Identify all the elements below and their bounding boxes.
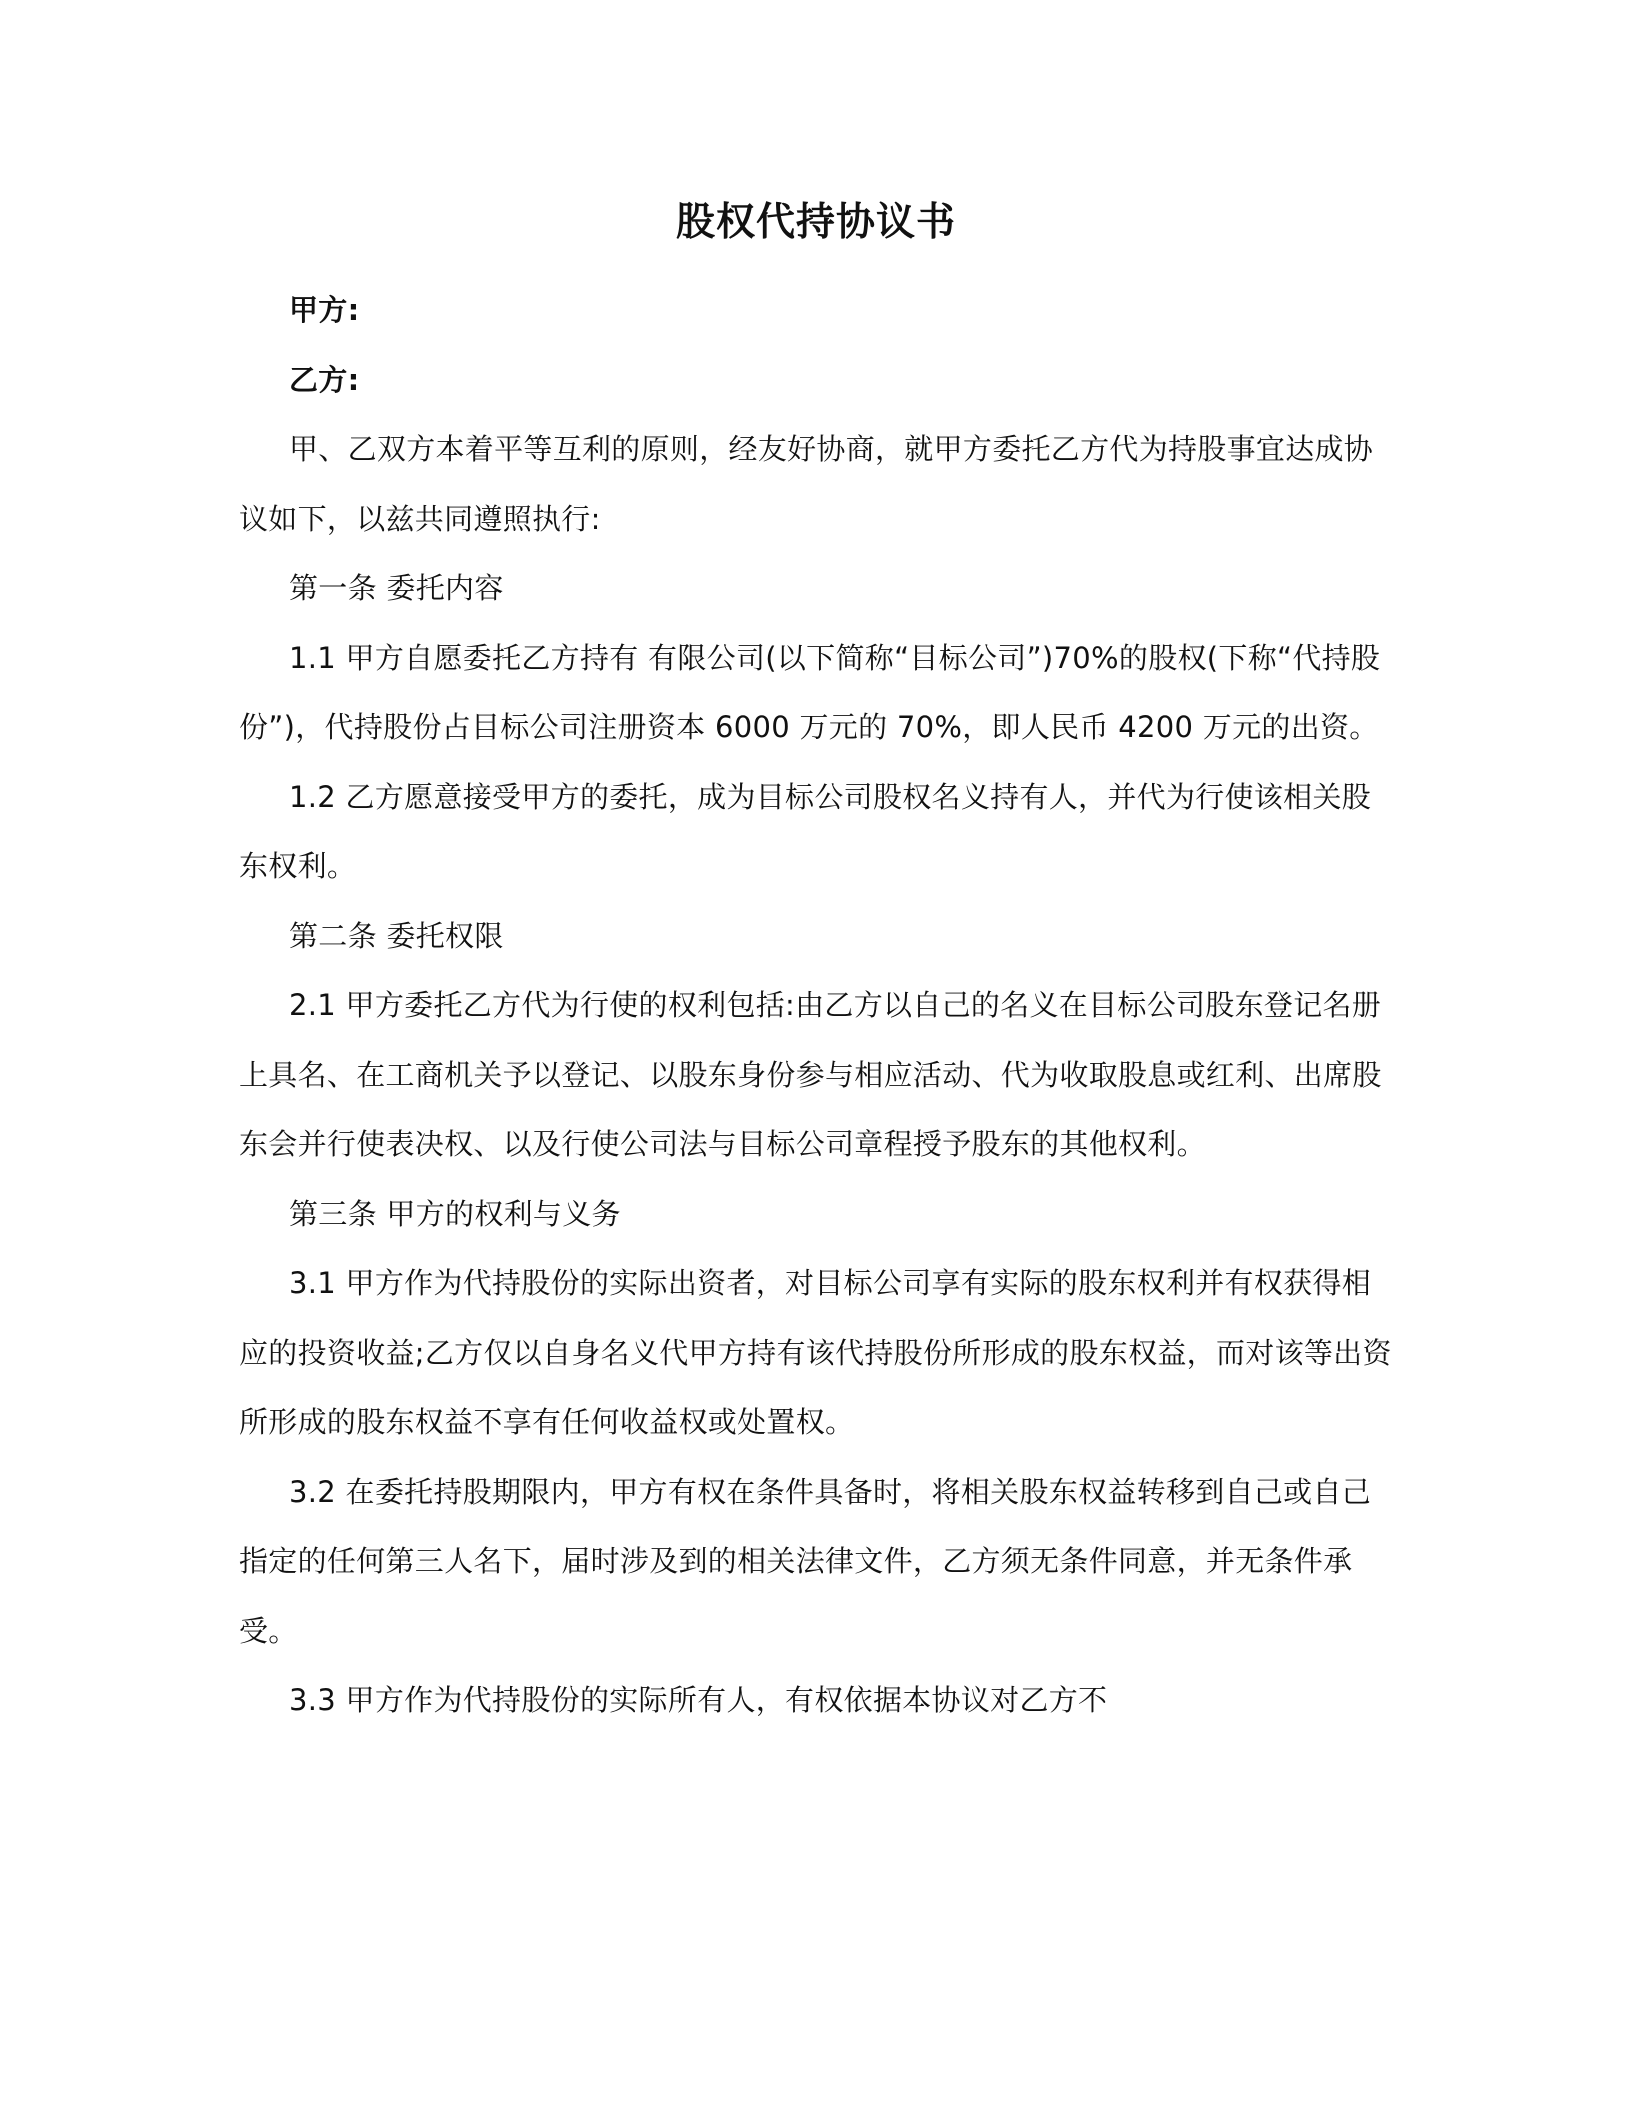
clause-2-1: 2.1 甲方委托乙方代为行使的权利包括:由乙方以自己的名义在目标公司股东登记名册上具名、在工商机关予以登记、以股东身份参与相应活动、代为收取股息或红利、出席股东会并行使表决权、以及行使公司法与目标公司章程授予股东的其他权利。 (239, 988, 1382, 1161)
clause-1-2: 1.2 乙方愿意接受甲方的委托，成为目标公司股权名义持有人，并代为行使该相关股东权利。 (239, 779, 1372, 883)
clause-1-1: 1.1 甲方自愿委托乙方持有 有限公司(以下简称“目标公司”)70%的股权(下称“代持股份”)，代持股份占目标公司注册资本 6000 万元的 70%，即人民币 4200 万元的出资。 (239, 640, 1381, 744)
document-body (239, 276, 1399, 1736)
party-a-label: 甲方: (289, 293, 360, 327)
clause-3-3: 3.3 甲方作为代持股份的实际所有人，有权依据本协议对乙方不 (289, 1683, 1108, 1717)
article-3-heading: 第三条 甲方的权利与义务 (289, 1196, 621, 1231)
clause-3-1: 3.1 甲方作为代持股份的实际出资者，对目标公司享有实际的股东权利并有权获得相应的投资收益;乙方仅以自身名义代甲方持有该代持股份所形成的股东权益，而对该等出资所形成的股东权益不享有任何收益权或处置权。 (239, 1266, 1392, 1439)
article-1-heading: 第一条 委托内容 (289, 571, 504, 605)
party-b-label: 乙方: (289, 362, 360, 397)
document-title: 股权代持协议书 (675, 200, 956, 245)
article-2-heading: 第二条 委托权限 (289, 918, 504, 953)
clause-3-2: 3.2 在委托持股期限内，甲方有权在条件具备时，将相关股东权益转移到自己或自己指定的任何第三人名下，届时涉及到的相关法律文件，乙方须无条件同意，并无条件承受。 (239, 1474, 1372, 1648)
preamble-paragraph: 甲、乙双方本着平等互利的原则，经友好协商，就甲方委托乙方代为持股事宜达成协议如下，以兹共同遵照执行: (239, 432, 1374, 536)
